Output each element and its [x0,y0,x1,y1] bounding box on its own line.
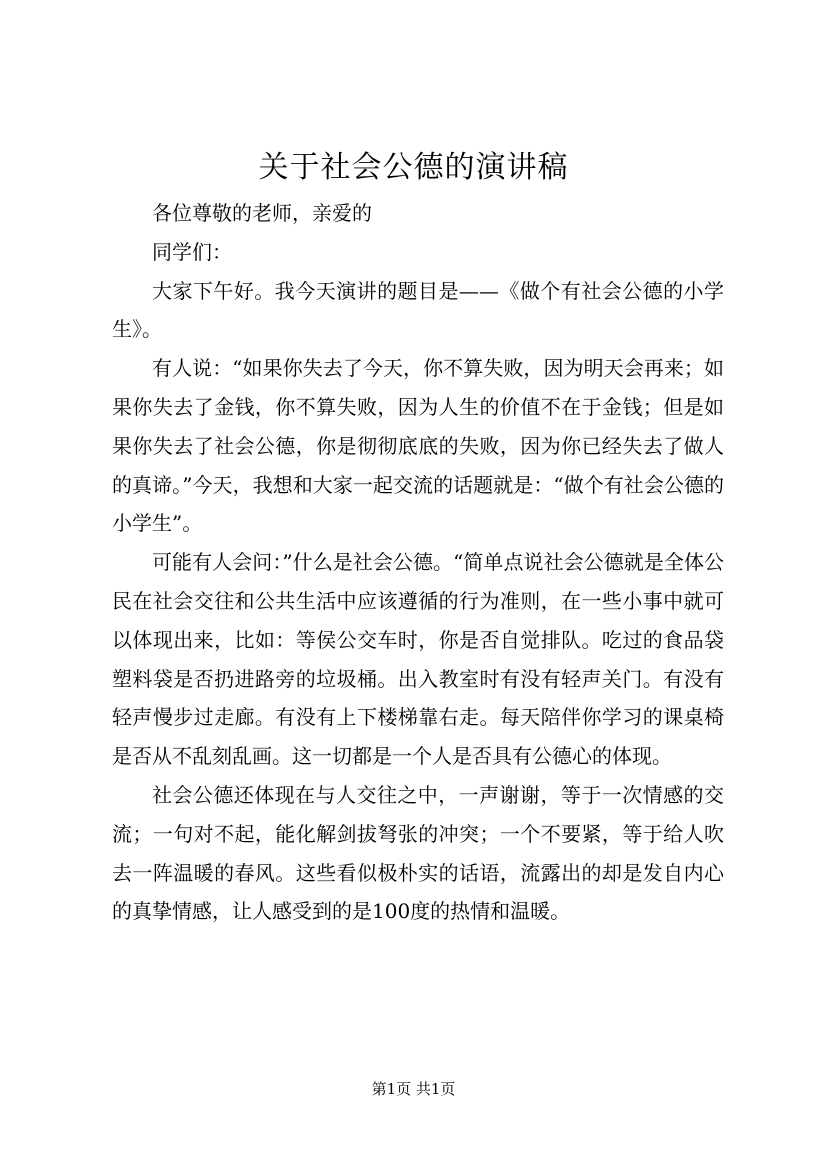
paragraph-quote: 有人说：“如果你失去了今天，你不算失败，因为明天会再来；如果你失去了金钱，你不算失败，因为人生的价值不在于金钱；但是如果你失去了社会公德，你是彻彻底底的失败，因为你已经失去了做人的真谛。”今天，我想和大家一起交流的话题就是：“做个有社会公德的小学生”。 [112,356,724,536]
paragraph-interaction: 社会公德还体现在与人交往之中，一声谢谢，等于一次情感的交流；一句对不起，能化解剑拔弩张的冲突；一个不要紧，等于给人吹去一阵温暖的春风。这些看似极朴实的话语，流露出的却是发自内心的真挚情感，让人感受到的是100度的热情和温暖。 [112,782,724,924]
paragraph-definition: 可能有人会问：”什么是社会公德。“简单点说社会公德就是全体公民在社会交往和公共生活中应该遵循的行为准则，在一些小事中就可以体现出来，比如：等侯公交车时，你是否自觉排队。吃过的食品袋塑料袋是否扔进路旁的垃圾桶。出入教室时有没有轻声关门。有没有轻声慢步过走廊。有没有上下楼梯靠右走。每天陪伴你学习的课桌椅是否从不乱刻乱画。这一切都是一个人是否具有公德心的体现。 [112,550,724,769]
page-number-footer: 第1页 共1页 [371,1080,456,1098]
paragraph-greeting: 各位尊敬的老师，亲爱的 [152,201,372,225]
document-title: 关于社会公德的演讲稿 [258,150,569,185]
document-body [112,194,724,931]
paragraph-intro: 大家下午好。我今天演讲的题目是——《做个有社会公德的小学生》。 [112,278,724,342]
paragraph-greeting-continued: 同学们： [152,239,232,264]
